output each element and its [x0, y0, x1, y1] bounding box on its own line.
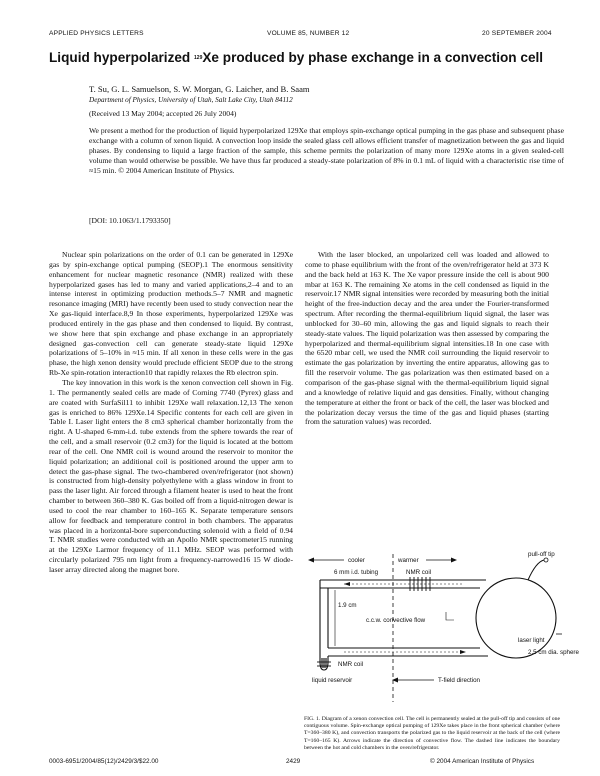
- height-label: 1.9 cm: [338, 602, 357, 609]
- warmer-label: warmer: [398, 557, 419, 564]
- pull-off-tip-bulb: [544, 558, 548, 562]
- doi: [DOI: 10.1063/1.1793350]: [89, 216, 171, 225]
- flow-label: c.c.w. convective flow: [366, 617, 426, 624]
- laser-label: laser light: [518, 637, 545, 644]
- convection-cell-diagram: [304, 551, 579, 712]
- upper-nmr-coil-label: NMR coil: [406, 569, 432, 576]
- rear-arm: [320, 580, 328, 648]
- cooler-label: cooler: [348, 557, 365, 564]
- received-dates: (Received 13 May 2004; accepted 26 July 2004): [89, 109, 237, 118]
- optical-pumping-sphere: [476, 578, 556, 658]
- figure-caption: FIG. 1. Diagram of a xenon convection cell. The cell is permanently sealed at the pull-off tip and consists of one contiguous volume. Spin-exchange optical pumping of 129Xe takes place in the front spherical chamber (where T=360–380 K), and convection transports the polarized gas to the liquid reservoir at the back of the cell (where T=160–165 K). Arrows indicate the direction of convective flow. The dashed line indicates the boundary between the hot and cold chambers in the oven/refrigerator.: [304, 716, 560, 751]
- tubing-label: 6 mm i.d. tubing: [334, 569, 379, 576]
- title-part: Liquid hyperpolarized: [49, 50, 195, 65]
- title-part: Xe produced by phase exchange in a convection cell: [202, 50, 544, 65]
- body-paragraph: The key innovation in this work is the xenon convection cell shown in Fig. 1. The permanently sealed cells are made of Corning 7740 (Pyrex) glass and are coated with SurfaSil11 to inhibit 129Xe wall relaxation.12,13 The xenon gas is enriched to 86% 129Xe.14 Specific contents for each cell are given in Table I. Laser light enters the 8 cm3 spherical chamber horizontally from the right. A U-shaped 6-mm-i.d. tube extends from the sphere towards the rear of the cell, and a small reservoir (0.2 cm3) for the liquid is located at the bottom rear of the cell. One NMR coil is wound around the reservoir to monitor the liquid polarization; an additional coil is positioned around the upper arm to detect the gas-phase signal. The two-chambered oven/refrigerator (not shown) is constructed from high-density polyethylene with a glass window in front to pass the laser light. Air forced through a filament heater is used to heat the front chamber to between 360–380 K. Gas boiled off from a liquid-nitrogen dewar is used to cool the rear chamber to 160–165 K. Separate temperature sensors allow for feedback and temperature control in both chambers. The apparatus was placed in a horizontal-bore superconducting solenoid with a field of 0.94 T. NMR studies were conducted with an Apollo NMR spectrometer15 running at the 129Xe Larmor frequency of 11.1 MHz. SEOP was performed with circularly polarized 795 nm light from a frequency-narrowed16 15 W diode-laser array directed along the magnet bore.: [49, 377, 293, 574]
- copyright-notice: © 2004 American Institute of Physics: [430, 758, 535, 765]
- liquid-xenon: [321, 658, 327, 668]
- page-number: 2429: [286, 758, 301, 765]
- author-list: T. Su, G. L. Samuelson, S. W. Morgan, G. Laicher, and B. Saam: [89, 84, 310, 94]
- journal-name: APPLIED PHYSICS LETTERS: [49, 30, 144, 37]
- pull-off-tip-stem: [528, 560, 544, 580]
- body-paragraph: Nuclear spin polarizations on the order of 0.1 can be generated in 129Xe gas by spin-exchange optical pumping (SEOP).1 The enormous sensitivity enhancement for nuclear magnetic resonance (NMR) realized with these hyperpolarized gases has led to many and varied applications,2–4 and to an intense interest in optimizing production methods.5–7 NMR and magnetic resonance imaging (MRI) have recently been used to study convection near the Xe gas-liquid interface.8,9 In those experiments, hyperpolarized 129Xe was produced entirely in the gas phase and then condensed to liquid. By contrast, we show here that spin exchange and phase exchange in an appropriately designed gas-convection cell can generate steady-state liquid 129Xe polarizations of 5–10% in ≈15 min. If all xenon in these cells were in the gas phase, the high xenon density would preclude efficient SEOP due to the strong Rb-Xe spin-rotation interaction10 that rapidly relaxes the Rb electron spin.: [49, 250, 293, 378]
- title-isotope: 129: [194, 55, 203, 61]
- affiliation: Department of Physics, University of Utah, Salt Lake City, Utah 84112: [89, 96, 293, 104]
- cooler-arrowhead: [308, 558, 314, 563]
- flow-indicator: [446, 612, 454, 620]
- left-column: [49, 250, 293, 575]
- sphere-label: 2.5 cm dia. sphere: [528, 649, 579, 656]
- abstract: We present a method for the production of liquid hyperpolarized 129Xe that employs spin-exchange optical pumping in the gas phase and subsequent phase exchange with a column of xenon liquid. A convection loop inside the sealed glass cell allows efficient transfer of magnetization between the gas and liquid phases. By condensing to liquid a large fraction of the sample, this scheme permits the polarization of many more 129Xe atoms in a given sealed-cell volume than would otherwise be possible. We have thus far produced a steady-state polarization of 8% in 0.1 mL of liquid with a characteristic rise time of ≈15 min. © 2004 American Institute of Physics.: [89, 126, 564, 175]
- tfield-label: T-field direction: [438, 677, 480, 684]
- reservoir-label: liquid reservoir: [312, 677, 353, 684]
- flow-arrowhead-lower: [460, 650, 466, 654]
- flow-arrowhead-upper: [344, 582, 350, 586]
- body-paragraph: With the laser blocked, an unpolarized cell was loaded and allowed to come to phase equilibrium with the front of the oven/refrigerator held at 373 K and the back held at 163 K. The Xe vapor pressure inside the cell is about 900 mbar at 163 K. The remaining Xe atoms in the cell condensed as liquid in the reservoir.17 NMR signal intensities were recorded by measuring both the initial height of the free-induction decay and the area under the Fourier-transformed spectrum. After recording the thermal-equilibrium liquid signal, the laser was unblocked for 30–60 min, allowing the gas and liquid signals to reach their steady-state values. The liquid polarization was then assessed by comparing the hyperpolarized and thermal-equilibrium signal intensities.18 In one case with the 6520 mbar cell, we used the NMR coil surrounding the liquid reservoir to estimate the gas polarization by inverting the entire apparatus, allowing gas to fill the reservoir volume. The gas polarization was then estimated based on a comparison of the gas-phase signal with the thermal-equilibrium liquid signal and a knowledge of relative liquid and gas densities. Finally, without changing the temperature at either the front or back of the cell, the laser was blocked and the polarization decay versus the time of the gas and liquid phases (starting from the saturation values) was recorded.: [305, 250, 549, 427]
- copyright-code: 0003-6951/2004/85(12)/2429/3/$22.00: [49, 758, 159, 765]
- warmer-arrowhead: [451, 558, 457, 563]
- lower-nmr-coil-label: NMR coil: [338, 661, 364, 668]
- pull-off-tip-label: pull-off tip: [528, 551, 555, 558]
- right-column: [305, 250, 549, 427]
- volume-number: VOLUME 85, NUMBER 12: [267, 30, 350, 37]
- issue-date: 20 SEPTEMBER 2004: [482, 30, 552, 37]
- article-title: [49, 50, 569, 65]
